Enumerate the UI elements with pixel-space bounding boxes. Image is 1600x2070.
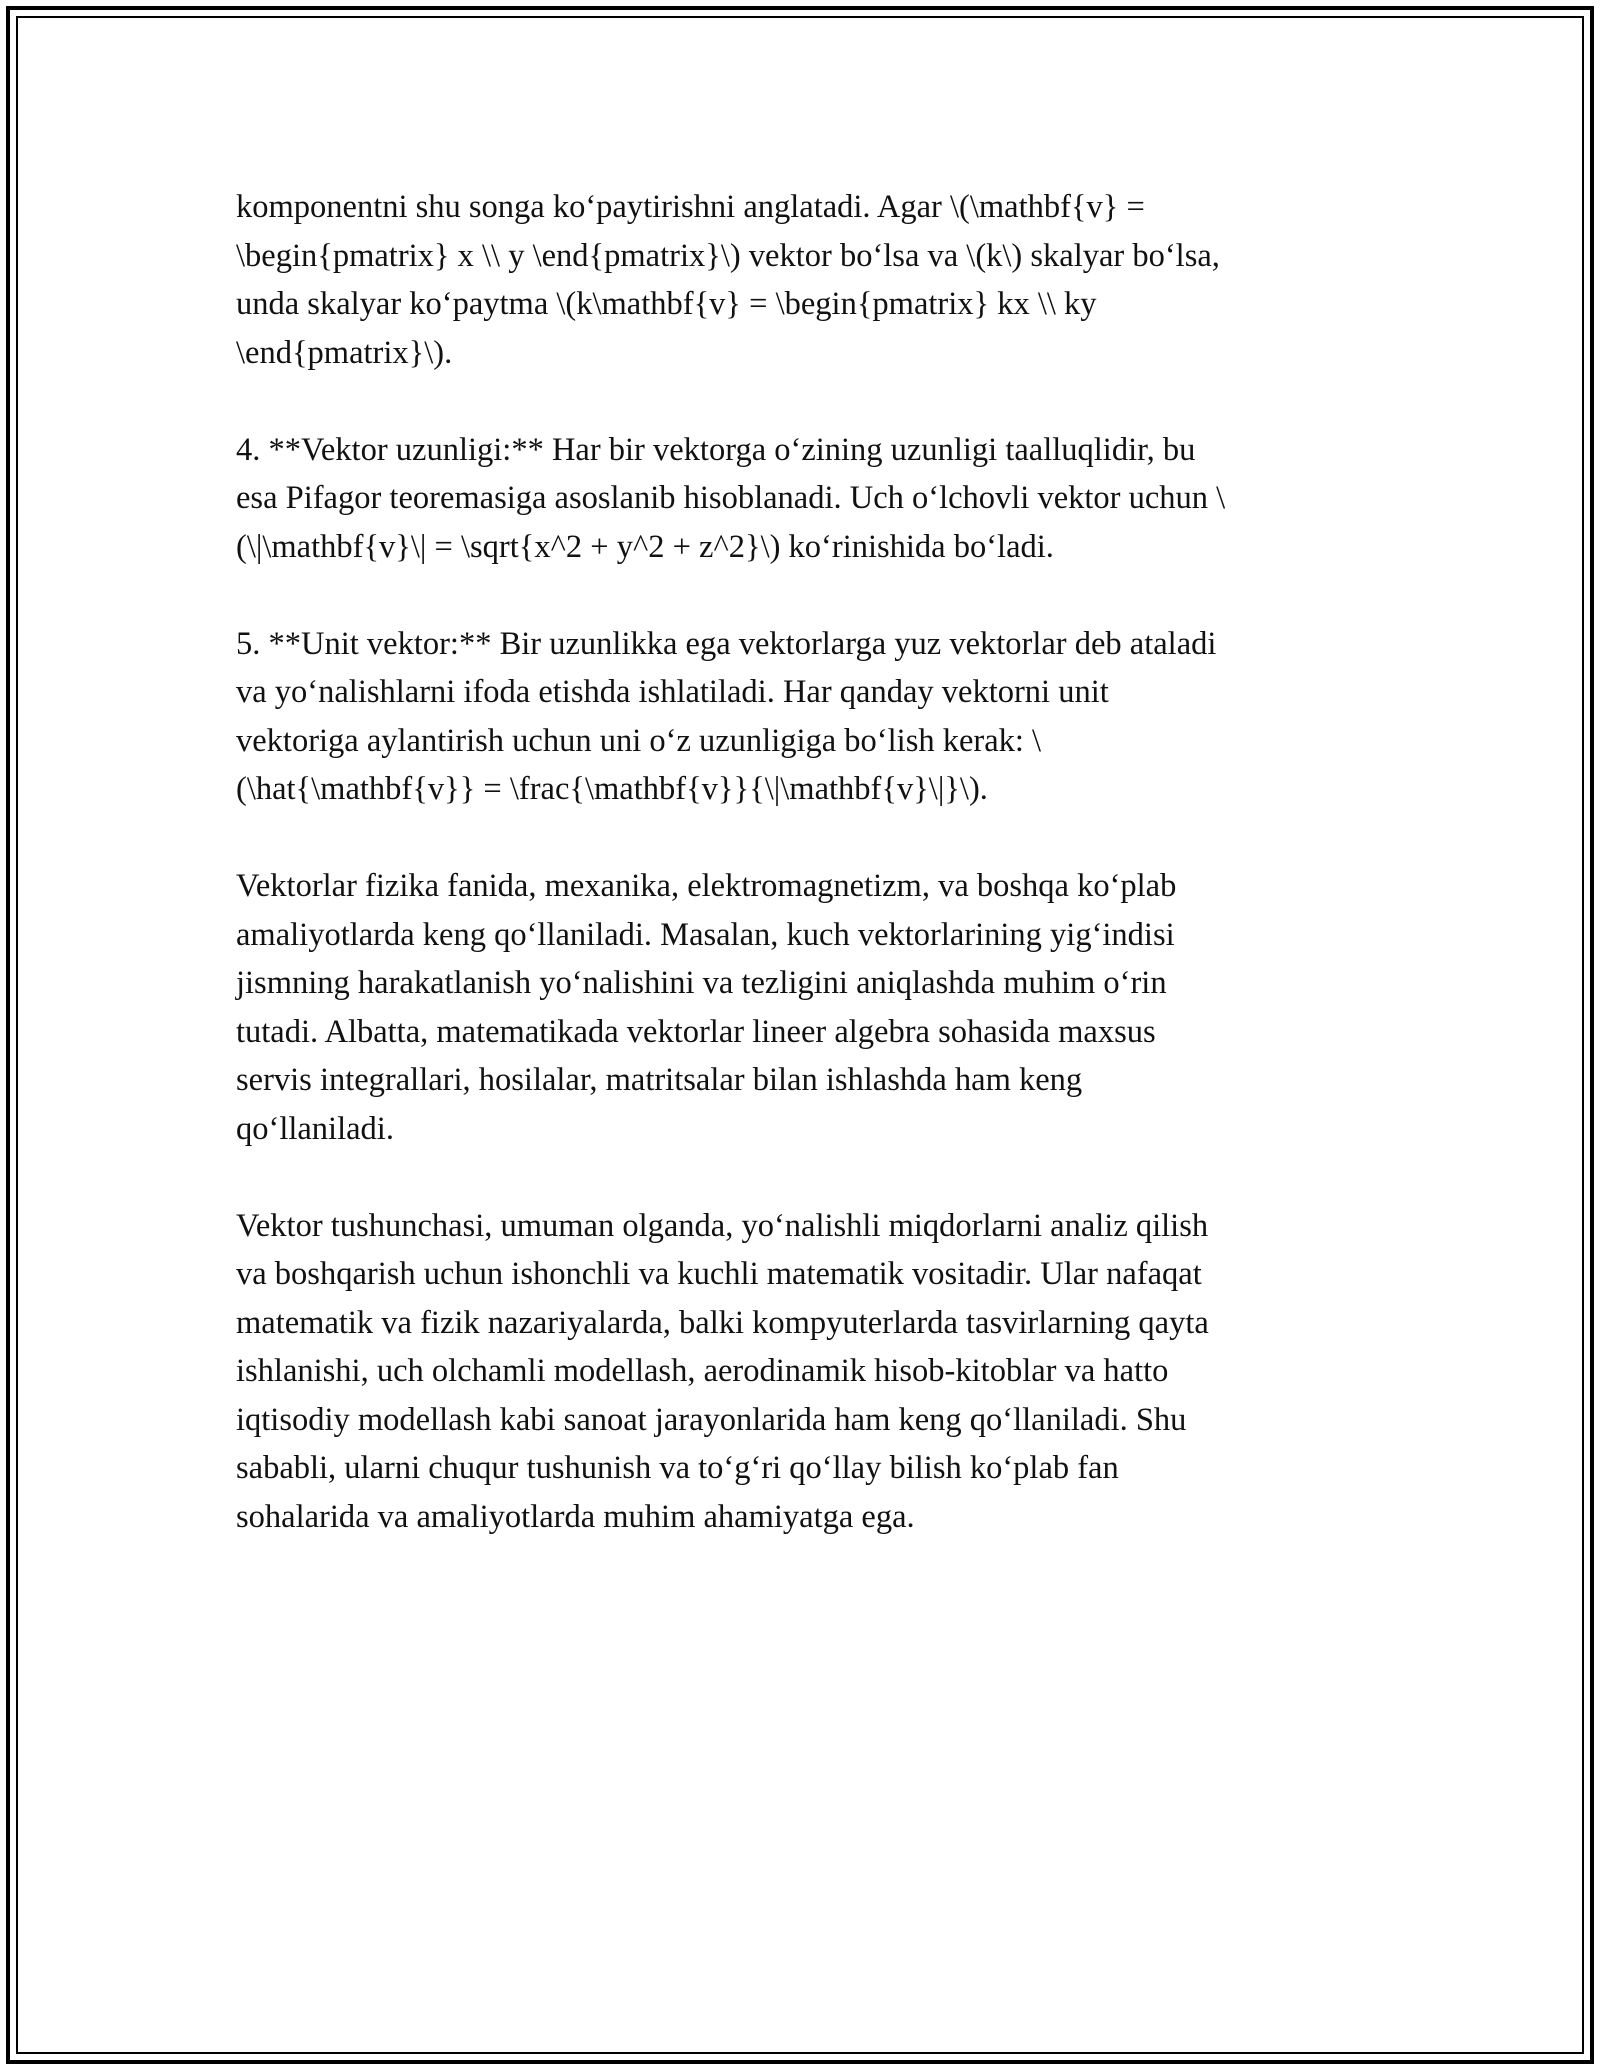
text-line: ishlanishi, uch olchamli modellash, aerodinamik hisob-kitoblar va hatto: [236, 1353, 1169, 1389]
text-line: jismning harakatlanish yo‘nalishini va tezligini aniqlashda muhim o‘rin: [236, 965, 1167, 1001]
text-line: (\hat{\mathbf{v}} = \frac{\mathbf{v}}{\|\mathbf{v}\|}\).: [236, 771, 988, 807]
text-line: va yo‘nalishlarni ifoda etishda ishlatiladi. Har qanday vektorni unit: [236, 674, 1109, 710]
text-line: komponentni shu songa ko‘paytirishni anglatadi. Agar \(\mathbf{v} =: [236, 189, 1145, 225]
text-line: amaliyotlarda keng qo‘llaniladi. Masalan, kuch vektorlarining yig‘indisi: [236, 916, 1175, 953]
text-line: \end{pmatrix}\).: [236, 334, 453, 371]
text-line: matematik va fizik nazariyalarda, balki kompyuterlarda tasvirlarning qayta: [236, 1304, 1209, 1341]
paragraph-unit-vector: [236, 620, 1356, 814]
text-line: unda skalyar ko‘paytma \(k\mathbf{v} = \begin{pmatrix} kx \\ ky: [236, 286, 1097, 322]
paragraph-applications: [236, 862, 1356, 1153]
text-line: vektoriga aylantirish uchun uni o‘z uzunligiga bo‘lish kerak: \: [236, 722, 1042, 759]
text-line: (\|\mathbf{v}\| = \sqrt{x^2 + y^2 + z^2}\) ko‘rinishida bo‘ladi.: [236, 528, 1054, 565]
text-line: 5. **Unit vektor:** Bir uzunlikka ega vektorlarga yuz vektorlar deb ataladi: [236, 625, 1217, 662]
text-line: sababli, ularni chuqur tushunish va to‘g‘ri qo‘llay bilish ko‘plab fan: [236, 1450, 1119, 1486]
document-body: [236, 183, 1356, 1590]
text-line: esa Pifagor teoremasiga asoslanib hisoblanadi. Uch o‘lchovli vektor uchun \: [236, 480, 1226, 516]
paragraph-vector-length: [236, 426, 1356, 572]
text-line: va boshqarish uchun ishonchli va kuchli matematik vositadir. Ular nafaqat: [236, 1256, 1202, 1292]
paragraph-conclusion: [236, 1202, 1356, 1542]
text-line: qo‘llaniladi.: [236, 1110, 394, 1147]
paragraph-scalar-multiplication: [236, 183, 1356, 377]
text-line: Vektor tushunchasi, umuman olganda, yo‘nalishli miqdorlarni analiz qilish: [236, 1207, 1209, 1244]
text-line: sohalarida va amaliyotlarda muhim ahamiyatga ega.: [236, 1498, 915, 1535]
text-line: iqtisodiy modellash kabi sanoat jarayonlarida ham keng qo‘llaniladi. Shu: [236, 1401, 1187, 1438]
text-line: 4. **Vektor uzunligi:** Har bir vektorga o‘zining uzunligi taalluqlidir, bu: [236, 431, 1196, 468]
text-line: \begin{pmatrix} x \\ y \end{pmatrix}\) vektor bo‘lsa va \(k\) skalyar bo‘lsa,: [236, 237, 1220, 274]
text-line: tutadi. Albatta, matematikada vektorlar lineer algebra sohasida maxsus: [236, 1013, 1156, 1050]
text-line: servis integrallari, hosilalar, matritsalar bilan ishlashda ham keng: [236, 1062, 1083, 1098]
text-line: Vektorlar fizika fanida, mexanika, elektromagnetizm, va boshqa ko‘plab: [236, 868, 1177, 904]
